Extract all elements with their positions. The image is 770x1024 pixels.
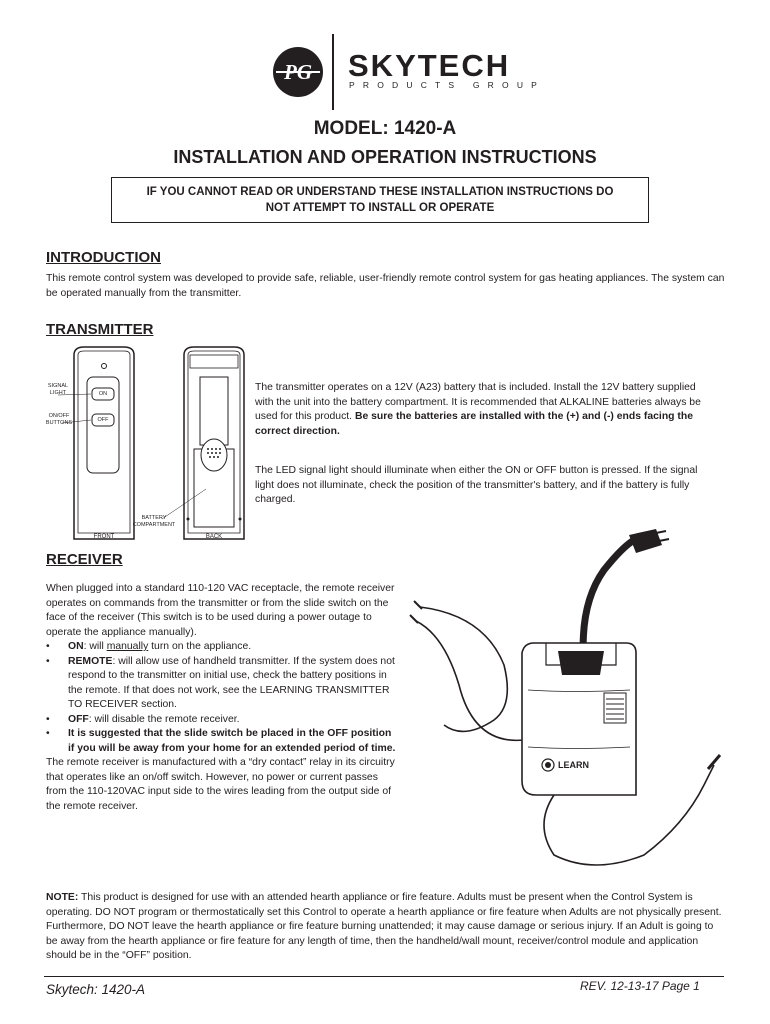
on-button-label: ON (98, 391, 108, 397)
off-term: OFF (68, 713, 89, 725)
back-label: BACK (205, 534, 223, 540)
transmitter-heading: TRANSMITTER (46, 321, 154, 338)
transmitter-battery-bold: Be sure the batteries are installed with the (+) and (-) ends facing the correct direction. (255, 411, 693, 437)
front-label: FRONT (93, 534, 115, 540)
warning-box (111, 177, 649, 223)
transmitter-battery-text (255, 381, 717, 439)
footer-revision: REV. 12-13-17 Page 1 (580, 979, 700, 993)
remote-term: REMOTE (68, 655, 113, 667)
battery-compartment-label: BATTERY COMPARTMENT (132, 515, 176, 528)
on-off-buttons-label: ON/OFF BUTTONS (45, 413, 73, 426)
note-text: This product is designed for use with an attended hearth appliance or fire feature. Adults must be present when the Control System is operating. DO NOT program or thermostatically set this Control to operate a hearth appliance or fire feature when Adults are not physically present. Furthermore, DO NOT leave the hearth appliance or fire feature burning unattended; it may cause damage or serious injury. If an Adult is going to be away from the hearth appliance or fire feature for any length of time, then the handheld/wall mount, receiver/control module and application should be in the “OFF” position. (46, 892, 722, 961)
brand-subtitle: PRODUCTS GROUP (349, 80, 546, 90)
introduction-text: This remote control system was developed to provide safe, reliable, user-friendly remote control system for gas heating appliances. The system can be operated manually from the transmitter. (46, 273, 725, 299)
footer-divider (44, 976, 724, 977)
note-label: NOTE: (46, 892, 79, 903)
receiver-illustration (404, 525, 754, 875)
transmitter-led-text: The LED signal light should illuminate when either the ON or OFF button is pressed. If the signal light does not illuminate, check the position of the transmitter's battery, and if the battery is fully charged. (255, 465, 698, 505)
page-title: INSTALLATION AND OPERATION INSTRUCTIONS (173, 147, 597, 167)
receiver-heading: RECEIVER (46, 551, 123, 568)
safety-note (46, 891, 722, 964)
list-item: • OFF: will disable the remote receiver. (46, 713, 396, 728)
list-item: • It is suggested that the slide switch be placed in the OFF position if you will be away from your home for an extended period of time. (46, 727, 396, 756)
signal-light-label: SIGNAL LIGHT (47, 383, 69, 396)
logo-divider (332, 34, 334, 110)
receiver-intro: When plugged into a standard 110-120 VAC receptacle, the remote receiver operates on commands from the transmitter or from the slide switch on the face of the receiver (This switch is to be used during a power outage to operate the appliance manually). (46, 583, 395, 638)
list-item: • ON: will manually turn on the appliance. (46, 640, 396, 655)
footer-product: Skytech: 1420-A (46, 982, 146, 997)
transmitter-battery-plain: The transmitter operates on a 12V (A23) battery that is included. Install the 12V battery supplied with the unit into the battery compartment. It is recommended that ALKALINE batteries always be used for this product. (255, 382, 701, 422)
off-button-label: OFF (97, 417, 109, 423)
pg-logo-icon (272, 46, 324, 98)
learn-button-label: LEARN (558, 760, 589, 770)
receiver-relay-text: The remote receiver is manufactured with a “dry contact” relay in its circuitry that operates like an on/off switch. However, no power or current passes from the 110-120VAC input side to the wires leading from the output side of the remote receiver. (46, 757, 395, 812)
on-term: ON (68, 641, 84, 652)
brand-name: SKYTECH (348, 48, 511, 83)
receiver-text (46, 582, 396, 814)
transmitter-diagram (44, 343, 254, 545)
list-item: • REMOTE: will allow use of handheld transmitter. If the system does not respond to the transmitter on initial use, check the battery positions in the remote. If that does not work, see the LEARNING TRANSMITTER TO RECEIVER section. (46, 655, 396, 713)
switch-position-list (46, 640, 396, 756)
warning-line-1: IF YOU CANNOT READ OR UNDERSTAND THESE INSTALLATION INSTRUCTIONS DO (146, 186, 614, 198)
model-title: MODEL: 1420-A (313, 118, 457, 139)
warning-line-2: NOT ATTEMPT TO INSTALL OR OPERATE (265, 202, 495, 214)
logo-monogram: PG (284, 60, 312, 84)
introduction-heading: INTRODUCTION (46, 249, 161, 266)
